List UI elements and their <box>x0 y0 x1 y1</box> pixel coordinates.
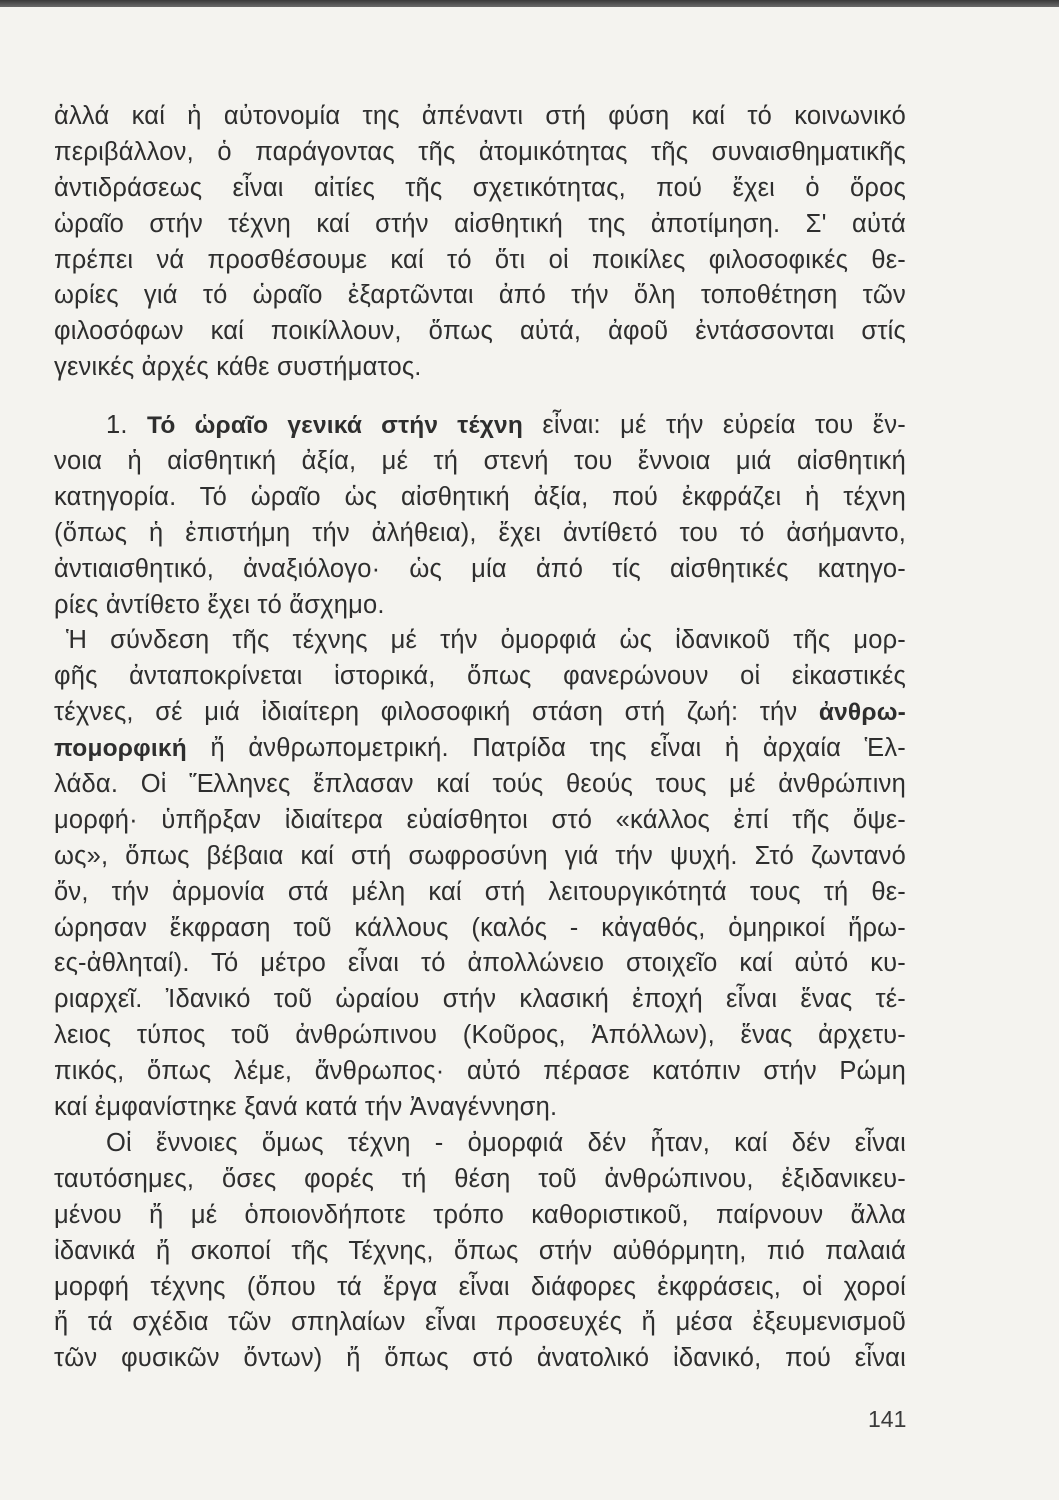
page-text <box>54 99 906 1377</box>
text-line: ὄν, τήν ἁρμονία στά μέλη καί στή λειτουργικότητά τους τή θε- <box>54 877 906 906</box>
text-line: μορφή· ὑπῆρξαν ἰδιαίτερα εὐαίσθητοι στό «κάλλος ἐπί τῆς ὄψε- <box>54 805 906 834</box>
section-heading-line <box>54 408 906 444</box>
text-line: ταυτόσημες, ὅσες φορές τή θέση τοῦ ἀνθρώπινου, ἐξιδανικευ- <box>54 1164 906 1193</box>
text-line <box>54 731 906 767</box>
text-line: λειος τύπος τοῦ ἀνθρώπινου (Κοῦρος, Ἀπόλλων), ἕνας ἀρχετυ- <box>54 1021 906 1050</box>
text-segment: ἤ ἀνθρωπομετρική. Πατρίδα της εἶναι ἡ ἀρχαία Ἑλ- <box>210 734 906 763</box>
text-line: περιβάλλον, ὁ παράγοντας τῆς ἀτομικότητας τῆς συναισθηματικῆς <box>54 137 906 166</box>
text-line: (ὅπως ἡ ἐπιστήμη τήν ἀλήθεια), ἔχει ἀντίθετό του τό ἀσήμαντο, <box>54 518 906 547</box>
text-line: κατηγορία. Τό ὡραῖο ὡς αἰσθητική ἀξία, πού ἐκφράζει ἡ τέχνη <box>54 482 906 511</box>
text-line: πρέπει νά προσθέσουμε καί τό ὅτι οἱ ποικίλες φιλοσοφικές θε- <box>54 245 906 274</box>
text-line: μένου ἤ μέ ὁποιονδήποτε τρόπο καθοριστικοῦ, παίρνουν ἄλλα <box>54 1200 906 1229</box>
text-line: νοια ἡ αἰσθητική ἀξία, μέ τή στενή του ἔννοια μιά αἰσθητική <box>54 447 906 476</box>
text-line: ώρησαν ἔκφραση τοῦ κάλλους (καλός - κἀγαθός, ὁμηρικοί ἥρω- <box>54 913 906 942</box>
text-line: φιλοσόφων καί ποικίλλουν, ὅπως αὐτά, ἀφοῦ ἐντάσσονται στίς <box>54 317 906 346</box>
text-line: λάδα. Οἱ Ἕλληνες ἔπλασαν καί τούς θεούς τους μέ ἀνθρώπινη <box>54 770 906 799</box>
bold-term: πομορφική <box>54 735 187 763</box>
scan-top-edge <box>0 0 1059 7</box>
bold-term: ἀνθρω- <box>818 699 906 727</box>
text-line: γενικές ἀρχές κάθε συστήματος. <box>54 353 422 382</box>
text-line: καί ἐμφανίστηκε ξανά κατά τήν Ἀναγέννηση. <box>54 1093 558 1122</box>
text-line: ες-ἀθληταί). Τό μέτρο εἶναι τό ἀπολλώνειο στοιχεῖο καί αὐτό κυ- <box>54 949 906 978</box>
text-line: ἤ τά σχέδια τῶν σπηλαίων εἶναι προσευχές ἤ μέσα ἐξευμενισμοῦ <box>54 1308 906 1337</box>
text-segment: τέχνες, σέ μιά ἰδιαίτερη φιλοσοφική στάση στή ζωή: τήν <box>54 698 798 727</box>
text-line: πικός, ὅπως λέμε, ἄνθρωπος· αὐτό πέρασε κατόπιν στήν Ρώμη <box>54 1057 906 1086</box>
text-line: ριαρχεῖ. Ἰδανικό τοῦ ὡραίου στήν κλασική ἐποχή εἶναι ἕνας τέ- <box>54 985 906 1014</box>
paragraph-gap <box>54 386 906 408</box>
text-line: ὡραῖο στήν τέχνη καί στήν αἰσθητική της ἀποτίμηση. Σ' αὐτά <box>54 209 906 238</box>
section-heading: Τό ὡραῖο γενικά στήν τέχνη <box>147 412 523 440</box>
text-line <box>54 695 906 731</box>
text-line: μορφή τέχνης (ὅπου τά ἔργα εἶναι διάφορες ἐκφράσεις, οἱ χοροί <box>54 1272 906 1301</box>
text-line: ἀλλά καί ἡ αὐτονομία της ἀπέναντι στή φύση καί τό κοινωνικό <box>54 102 906 130</box>
text-line: Ἡ σύνδεση τῆς τέχνης μέ τήν ὀμορφιά ὡς ἰδανικοῦ τῆς μορ- <box>66 626 906 655</box>
page-number: 141 <box>868 1406 907 1432</box>
text-line: ωρίες γιά τό ὡραῖο ἐξαρτῶνται ἀπό τήν ὅλη τοποθέτηση τῶν <box>54 281 906 310</box>
text-line: ως», ὅπως βέβαια καί στή σωφροσύνη γιά τήν ψυχή. Στό ζωντανό <box>54 841 906 870</box>
text-line: φῆς ἀνταποκρίνεται ἱστορικά, ὅπως φανερώνουν οἱ εἰκαστικές <box>54 662 906 691</box>
text-line: ἀντιδράσεως εἶναι αἰτίες τῆς σχετικότητας, πού ἔχει ὁ ὅρος <box>54 173 906 202</box>
section-number: 1. <box>106 411 128 440</box>
section-heading-rest: εἶναι: μέ τήν εὐρεία του ἔν- <box>542 411 906 440</box>
text-line: Οἱ ἔννοιες ὅμως τέχνη - ὀμορφιά δέν ἦταν, καί δέν εἶναι <box>106 1128 906 1157</box>
text-line: τῶν φυσικῶν ὄντων) ἤ ὅπως στό ἀνατολικό ἰδανικό, πού εἶναι <box>54 1344 906 1373</box>
text-line: ρίες ἀντίθετο ἔχει τό ἄσχημο. <box>54 590 385 619</box>
text-line: ἰδανικά ἤ σκοποί τῆς Τέχνης, ὅπως στήν αὐθόρμητη, πιό παλαιά <box>54 1236 906 1265</box>
text-line: ἀντιαισθητικό, ἀναξιόλογο· ὡς μία ἀπό τίς αἰσθητικές κατηγο- <box>54 554 906 583</box>
